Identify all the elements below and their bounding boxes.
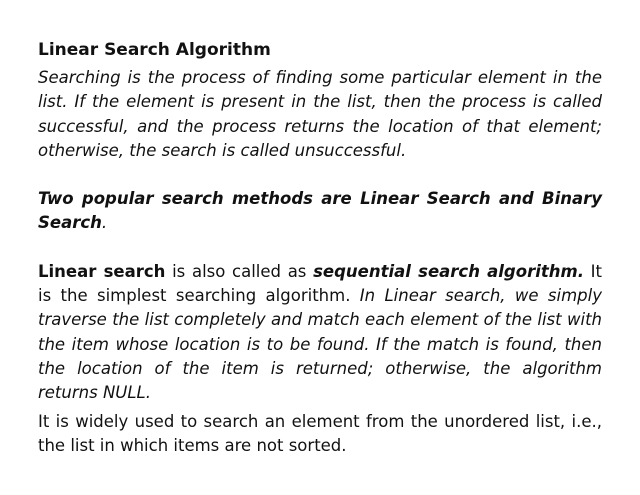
linear-description: In Linear search, we simply traverse the list completely and match each element of the list with the item whose location is to be found. If the match is found, then the location of the item is returned; otherwise, the algorithm returns NULL. — [38, 286, 602, 403]
slide-content — [38, 38, 602, 458]
methods-end: . — [101, 213, 108, 233]
slide-title: Linear Search Algorithm — [38, 40, 271, 60]
methods-text: Two popular search methods are Linear Search and Binary Search — [38, 189, 602, 233]
usage-paragraph: It is widely used to search an element from the unordered list, i.e., the list in which items are not sorted. — [38, 411, 602, 455]
linear-connector: is also called as — [165, 261, 314, 281]
spacer — [38, 236, 602, 260]
linear-search-term: Linear search — [38, 261, 166, 281]
sequential-search-alias: sequential search algorithm. — [313, 261, 584, 281]
simplest-text: It is the simplest searching algorithm. — [38, 261, 602, 306]
intro-paragraph: Searching is the process of finding some particular element in the list. If the element is present in the list, then the process is called successful, and the process returns the location of that element; otherwise, the search is called unsuccessful. — [38, 68, 602, 160]
spacer — [38, 163, 602, 187]
linear-search-paragraph — [38, 260, 602, 406]
methods-paragraph — [38, 187, 602, 236]
